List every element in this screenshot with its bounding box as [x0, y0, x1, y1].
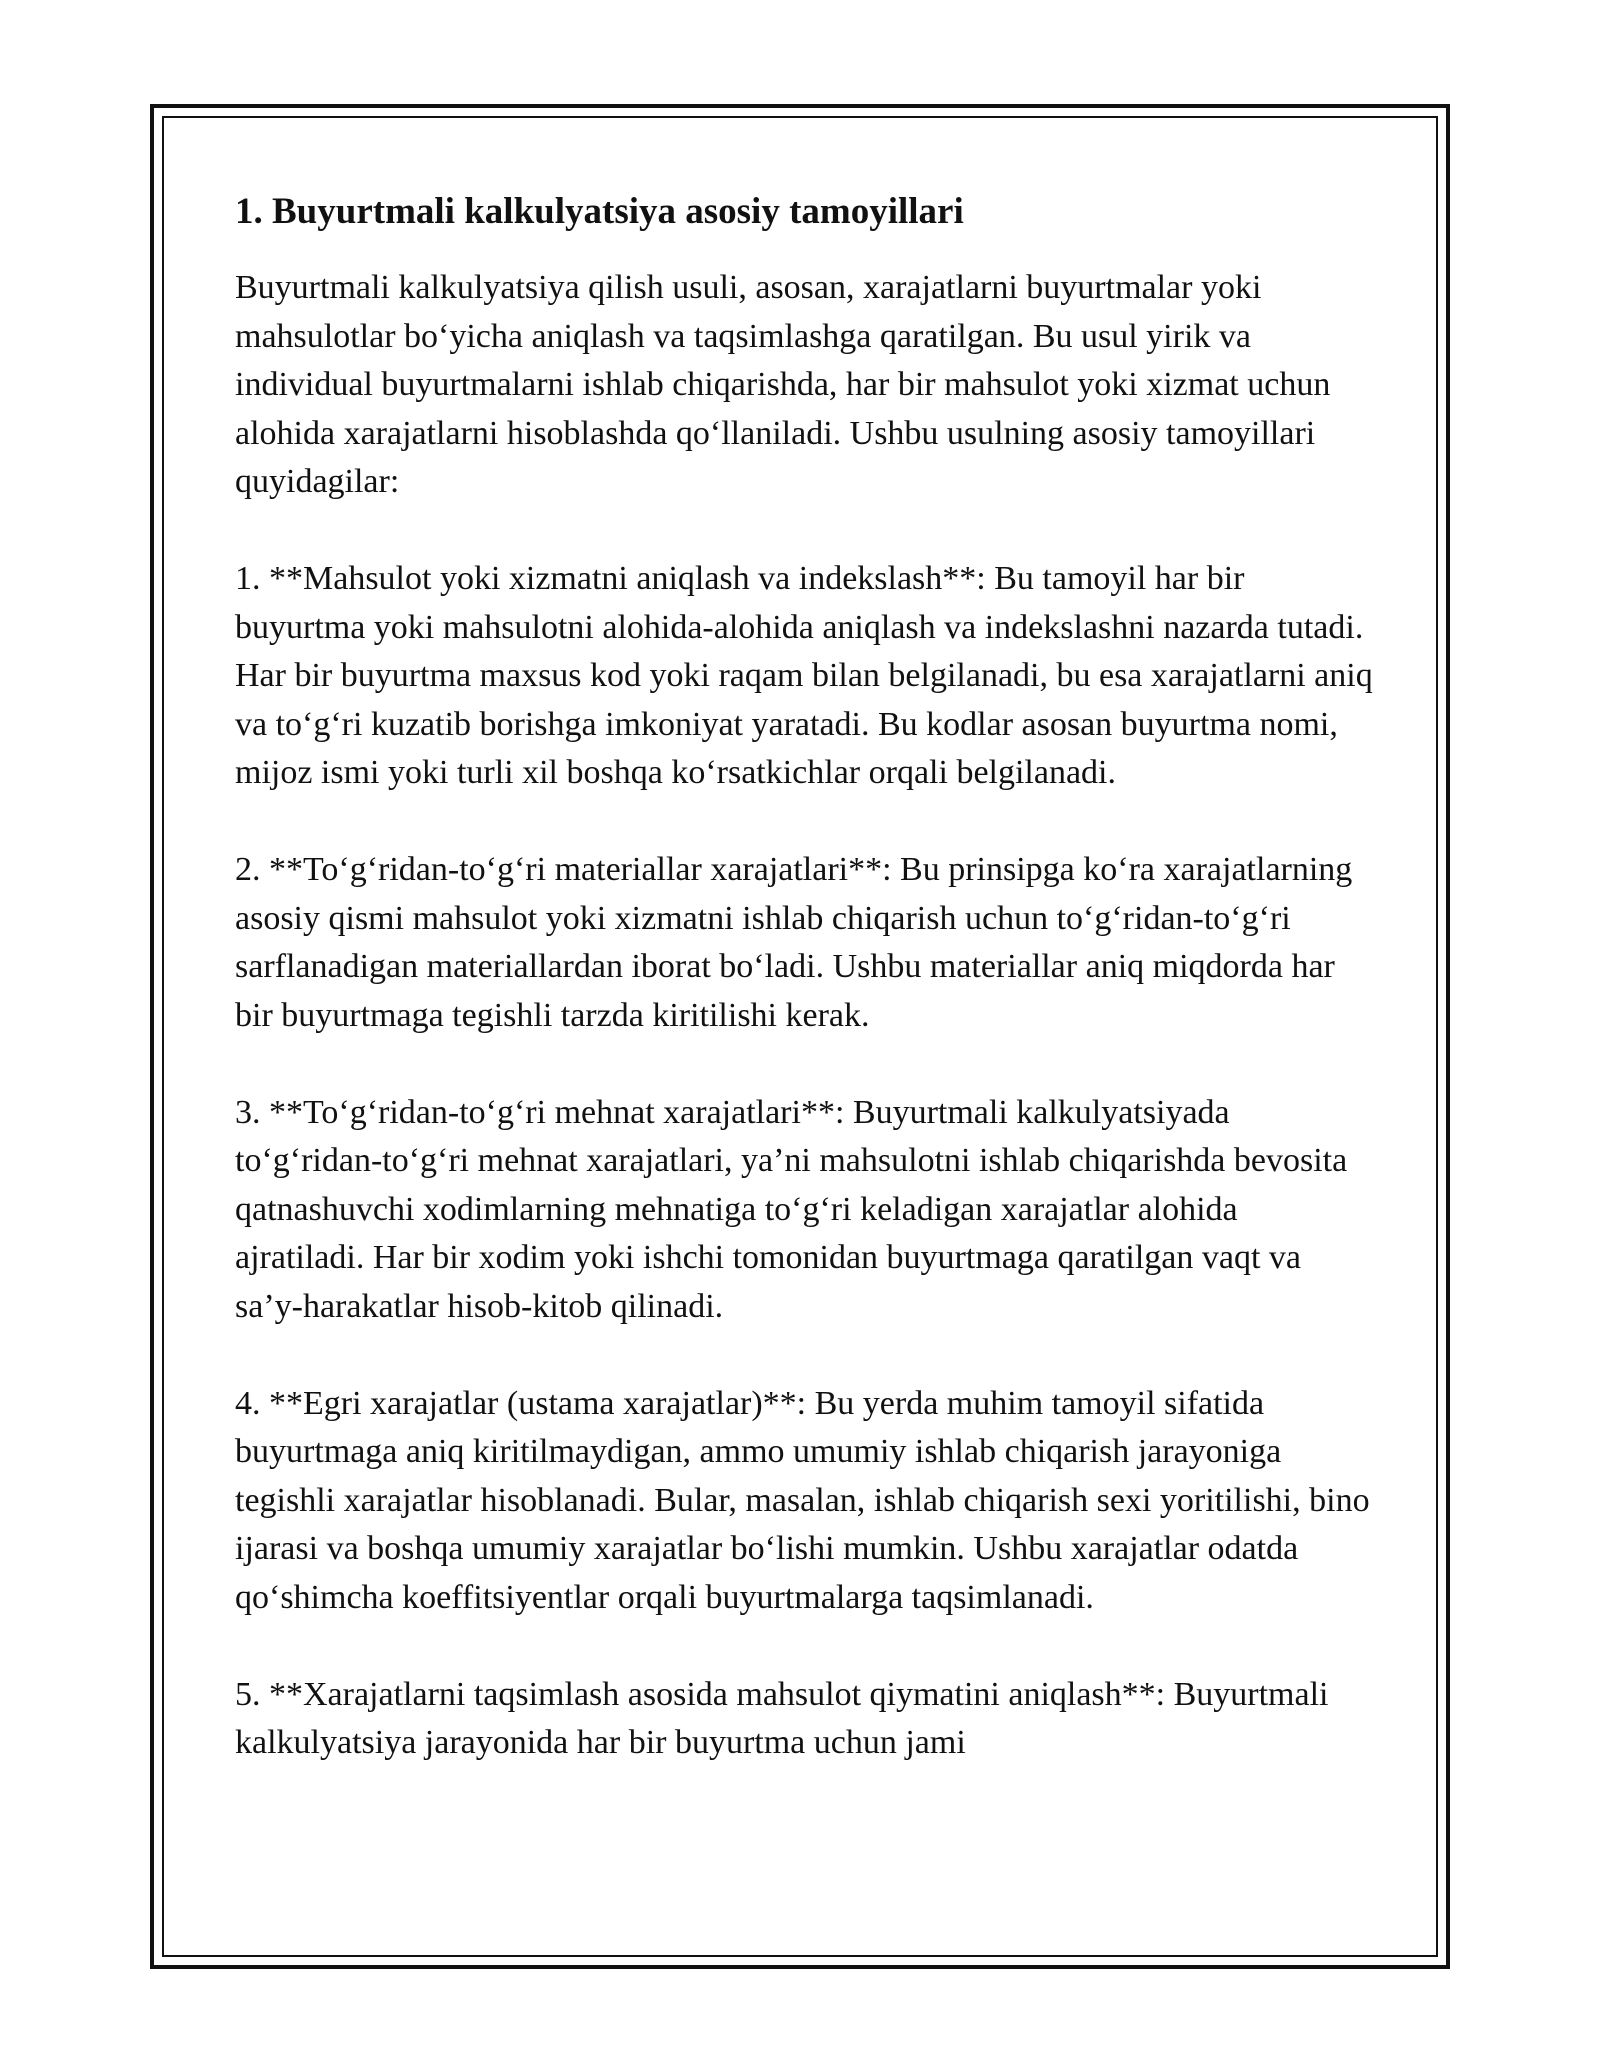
principle-4-paragraph: 4. **Egri xarajatlar (ustama xarajatlar)**: Bu yerda muhim tamoyil sifatida buyurtmaga aniq kiritilmaydigan, ammo umumiy ishlab chiqarish jarayoniga tegishli xarajatlar hisoblanadi. Bular, masalan, ishlab chiqarish sexi yoritilishi, bino ijarasi va boshqa umumiy xarajatlar bo‘lishi mumkin. Ushbu xarajatlar odatda qo‘shimcha koeffitsiyentlar orqali buyurtmalarga taqsimlanadi.: [235, 1384, 1370, 1616]
document-body: [235, 188, 1375, 1768]
principle-3-paragraph: 3. **To‘g‘ridan-to‘g‘ri mehnat xarajatlari**: Buyurtmali kalkulyatsiyada to‘g‘ridan-to‘g‘ri mehnat xarajatlari, ya’ni mahsulotni ishlab chiqarishda bevosita qatnashuvchi xodimlarning mehnatiga to‘g‘ri keladigan xarajatlar alohida ajratiladi. Har bir xodim yoki ishchi tomonidan buyurtmaga qaratilgan vaqt va sa’y-harakatlar hisob-kitob qilinadi.: [235, 1093, 1348, 1325]
section-heading: 1. Buyurtmali kalkulyatsiya asosiy tamoyillari: [235, 191, 964, 232]
intro-paragraph: Buyurtmali kalkulyatsiya qilish usuli, asosan, xarajatlarni buyurtmalar yoki mahsulotlar bo‘yicha aniqlash va taqsimlashga qaratilgan. Bu usul yirik va individual buyurtmalarni ishlab chiqarishda, har bir mahsulot yoki xizmat uchun alohida xarajatlarni hisoblashda qo‘llaniladi. Ushbu usulning asosiy tamoyillari quyidagilar:: [235, 269, 1331, 500]
principle-1-paragraph: 1. **Mahsulot yoki xizmatni aniqlash va indekslash**: Bu tamoyil har bir buyurtma yoki mahsulotni alohida-alohida aniqlash va indekslashni nazarda tutadi. Har bir buyurtma maxsus kod yoki raqam bilan belgilanadi, bu esa xarajatlarni aniq va to‘g‘ri kuzatib borishga imkoniyat yaratadi. Bu kodlar asosan buyurtma nomi, mijoz ismi yoki turli xil boshqa ko‘rsatkichlar orqali belgilanadi.: [235, 560, 1373, 791]
principle-5-paragraph: 5. **Xarajatlarni taqsimlash asosida mahsulot qiymatini aniqlash**: Buyurtmali kalkulyatsiya jarayonida har bir buyurtma uchun jami: [235, 1675, 1329, 1761]
principle-2-paragraph: 2. **To‘g‘ridan-to‘g‘ri materiallar xarajatlari**: Bu prinsipga ko‘ra xarajatlarning asosiy qismi mahsulot yoki xizmatni ishlab chiqarish uchun to‘g‘ridan-to‘g‘ri sarflanadigan materiallardan iborat bo‘ladi. Ushbu materiallar aniq miqdorda har bir buyurtmaga tegishli tarzda kiritilishi kerak.: [235, 851, 1353, 1034]
